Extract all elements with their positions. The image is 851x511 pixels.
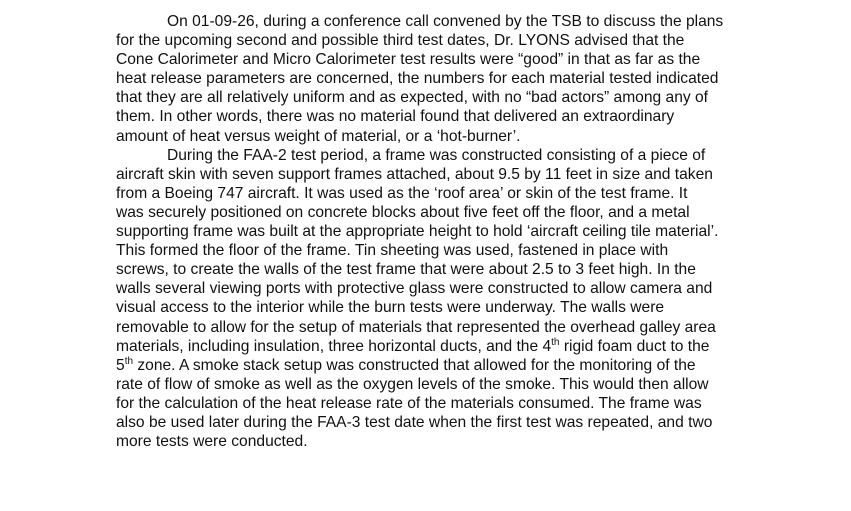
paragraph-2-line: This formed the floor of the frame. Tin sheeting was used, fastened in place with bbox=[116, 242, 669, 260]
paragraph-1-line: that they are all relatively uniform and as expected, with no “bad actors” among any of bbox=[116, 89, 709, 107]
ordinal-suffix: th bbox=[551, 336, 560, 348]
paragraph-2-line: for the calculation of the heat release rate of the materials consumed. The frame was bbox=[116, 394, 702, 412]
paragraph-1-line: for the upcoming second and possible third test dates, Dr. LYONS advised that the bbox=[116, 32, 685, 50]
paragraph-2-line: walls several viewing ports with protective glass were constructed to allow camera and bbox=[116, 280, 713, 298]
paragraph-1-line: Cone Calorimeter and Micro Calorimeter test results were “good” in that as far as the bbox=[116, 51, 701, 69]
zone-text-after: zone. A smoke stack setup was constructed that allowed for the monitoring of the bbox=[133, 356, 696, 374]
paragraph-2-line: removable to allow for the setup of materials that represented the overhead galley area bbox=[116, 318, 716, 336]
paragraph-2-line: rate of flow of smoke as well as the oxygen levels of the smoke. This would then allow bbox=[116, 375, 709, 393]
paragraph-2-line-zone bbox=[116, 356, 816, 375]
paragraph-2-line: visual access to the interior while the burn tests were underway. The walls were bbox=[116, 299, 665, 317]
paragraph-2-line: During the FAA-2 test period, a frame was constructed consisting of a piece of bbox=[167, 146, 706, 164]
paragraph-2-line: from a Boeing 747 aircraft. It was used as the ‘roof area’ or skin of the test frame. It bbox=[116, 184, 688, 202]
document-body bbox=[116, 12, 816, 451]
paragraph-1-line: them. In other words, there was no material found that delivered an extraordinary bbox=[116, 108, 675, 126]
paragraph-1-line: On 01-09-26, during a conference call convened by the TSB to discuss the plans bbox=[167, 13, 724, 30]
duct-text-before: materials, including insulation, three horizontal ducts, and the 4 bbox=[116, 337, 552, 355]
paragraph-2-line: also be used later during the FAA-3 test date when the first test was repeated, and two bbox=[116, 413, 713, 431]
duct-text-after: rigid foam duct to the bbox=[559, 337, 710, 355]
ordinal-suffix: th bbox=[124, 355, 134, 367]
paragraph-1-line: amount of heat versus weight of material, or a ‘hot-burner’. bbox=[116, 127, 521, 145]
paragraph-1-line: heat release parameters are concerned, the numbers for each material tested indicated bbox=[116, 70, 719, 88]
paragraph-2-line: screws, to create the walls of the test frame that were about 2.5 to 3 feet high. In the bbox=[116, 261, 696, 279]
paragraph-2-line: aircraft skin with seven support frames attached, about 9.5 by 11 feet in size and taken bbox=[116, 165, 713, 183]
paragraph-2-line: more tests were conducted. bbox=[116, 433, 308, 451]
paragraph-2-line: supporting frame was built at the appropriate height to hold ‘aircraft ceiling tile material’. bbox=[116, 223, 719, 241]
zone-text-before: 5 bbox=[116, 356, 125, 374]
paragraph-2-line: was securely positioned on concrete blocks about five feet off the floor, and a metal bbox=[116, 203, 690, 221]
paragraph-2-line-duct bbox=[116, 337, 816, 356]
